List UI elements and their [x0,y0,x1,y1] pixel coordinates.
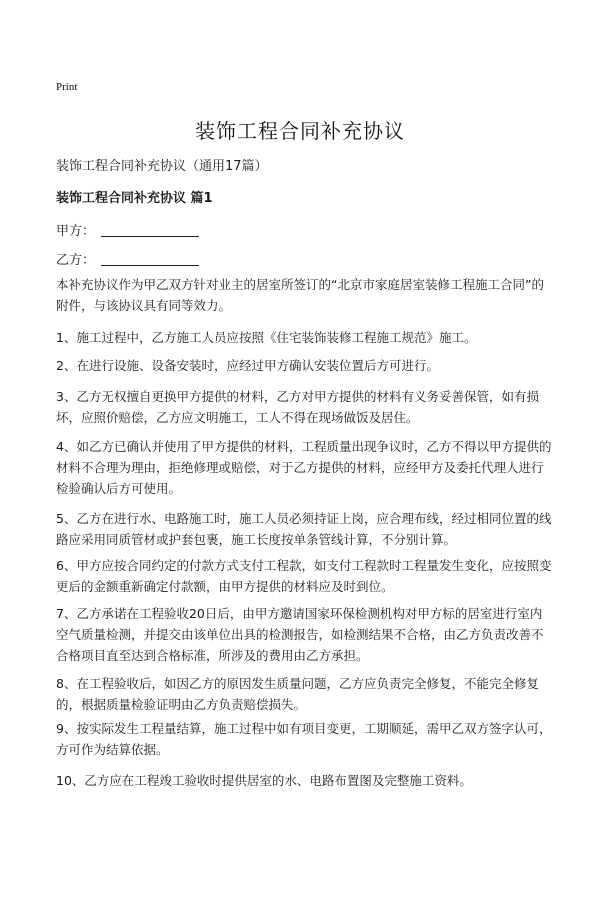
clause-6: 6、甲方应按合同约定的付款方式支付工程款，如支付工程款时工程量发生变化，应按照变更后的金额重新确定付款额，由甲方提供的材料应及时到位。 [56,558,552,594]
party-b-line [56,249,199,268]
clause-9: 9、按实际发生工程量结算，施工过程中如有项目变更，工期顺延，需甲乙双方签字认可，方可作为结算依据。 [56,721,552,757]
party-b-label: 乙方： [56,253,96,268]
print-link[interactable]: Print [56,81,78,93]
party-a-line [56,220,199,239]
document-title: 装饰工程合同补充协议 [195,119,405,143]
party-b-blank [101,252,199,266]
document-subtitle: 装饰工程合同补充协议（通用17篇） [56,159,268,174]
party-a-label: 甲方： [56,224,96,239]
clause-7: 7、乙方承诺在工程验收20日后，由甲方邀请国家环保检测机构对甲方标的居室进行室内空气质量检测，并提交由该单位出具的检测报告，如检测结果不合格，由乙方负责改善不合格项目直至达到合格标准，所涉及的费用由乙方承担。 [56,606,544,663]
clause-2: 2、在进行设施、设备安装时，应经过甲方确认安装位置后方可进行。 [56,358,439,373]
clause-1: 1、施工过程中，乙方施工人员应按照《住宅装饰装修工程施工规范》施工。 [56,330,477,345]
clause-3: 3、乙方无权擅自更换甲方提供的材料，乙方对甲方提供的材料有义务妥善保管，如有损坏，应照价赔偿，乙方应文明施工，工人不得在现场做饭及居住。 [56,389,539,425]
section-heading: 装饰工程合同补充协议 篇1 [56,191,213,206]
clause-10: 10、乙方应在工程竣工验收时提供居室的水、电路布置图及完整施工资料。 [56,773,472,788]
party-a-blank [101,223,199,237]
clause-5: 5、乙方在进行水、电路施工时，施工人员必须持证上岗，应合理布线，经过相同位置的线路应采用同质管材或护套包裹，施工长度按单条管线计算，不分别计算。 [56,511,552,547]
clause-4: 4、如乙方已确认并使用了甲方提供的材料，工程质量出现争议时，乙方不得以甲方提供的材料不合理为理由，拒绝修理或赔偿，对于乙方提供的材料，应经甲方及委托代理人进行检验确认后方可使用。 [56,439,552,496]
clause-8: 8、在工程验收后，如因乙方的原因发生质量问题，乙方应负责完全修复，不能完全修复的，根据质量检验证明由乙方负责赔偿损失。 [56,676,539,712]
intro-paragraph: 本补充协议作为甲乙双方针对业主的居室所签订的“北京市家庭居室装修工程施工合同”的附件，与该协议具有同等效力。 [56,277,544,313]
